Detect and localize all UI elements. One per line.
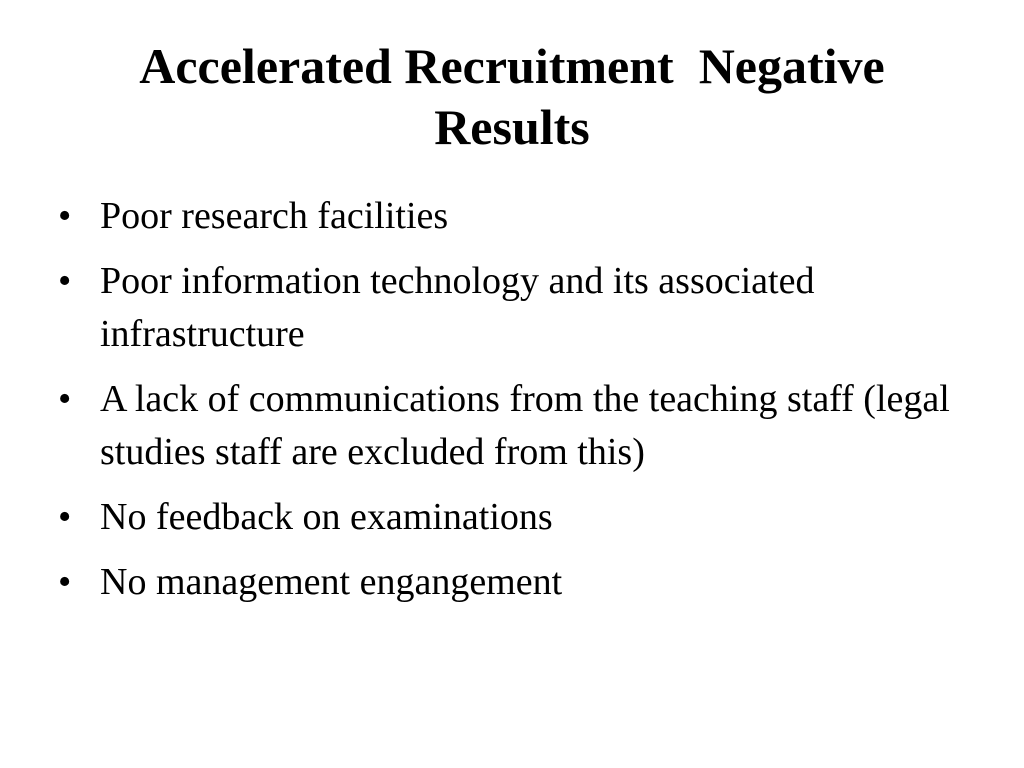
list-item — [58, 556, 978, 609]
bullet-marker: • — [58, 195, 72, 237]
bullet-marker: • — [58, 260, 72, 302]
bullet-text: A lack of communications from the teaching staff (legal studies staff are excluded from this) — [100, 378, 950, 473]
bullet-text: Poor information technology and its associated infrastructure — [100, 260, 815, 355]
slide-title: Accelerated Recruitment Negative Results — [139, 38, 885, 155]
bullet-text: Poor research facilities — [100, 195, 449, 237]
bullet-marker: • — [58, 496, 72, 538]
list-item — [58, 491, 978, 544]
list-item — [58, 373, 978, 479]
bullet-list — [58, 190, 978, 621]
bullet-text: No feedback on examinations — [100, 496, 553, 538]
list-item — [58, 255, 978, 361]
list-item — [58, 190, 978, 243]
bullet-marker: • — [58, 561, 72, 603]
bullet-marker: • — [58, 378, 72, 420]
bullet-text: No management engangement — [100, 561, 563, 603]
